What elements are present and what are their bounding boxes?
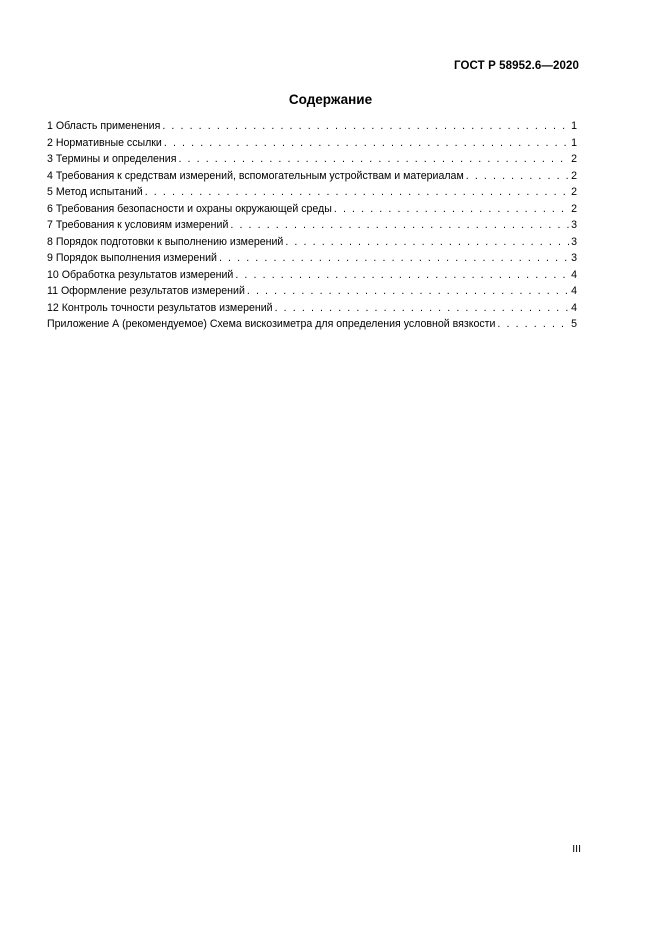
toc-entry-text: 11 Оформление результатов измерений (47, 285, 245, 297)
toc-entry-text: 5 Метод испытаний (47, 186, 143, 198)
toc-entry-text: 2 Нормативные ссылки (47, 136, 162, 149)
toc-entry-3[interactable] (47, 151, 577, 168)
toc-entry-page: 2 (571, 153, 577, 165)
dot-leader (162, 118, 570, 135)
toc-entry-page: 5 (571, 318, 577, 330)
toc-entry-2[interactable] (47, 135, 577, 152)
dot-leader (230, 217, 570, 234)
toc-entry-page: 2 (571, 186, 577, 198)
toc-entry-page: 1 (571, 120, 577, 132)
toc-entry-page: 4 (571, 285, 577, 297)
toc-entry-8[interactable] (47, 234, 577, 251)
toc-entry-12[interactable] (47, 300, 577, 317)
table-of-contents (47, 118, 577, 333)
toc-entry-appendix-a[interactable] (47, 316, 577, 333)
dot-leader (334, 201, 570, 218)
toc-title: Содержание (288, 92, 373, 107)
dot-leader (285, 234, 570, 251)
toc-entry-6[interactable] (47, 201, 577, 218)
toc-entry-text: Приложение А (рекомендуемое) Схема вискозиметра для определения условной вязкости (47, 318, 496, 330)
toc-entry-7[interactable] (47, 217, 577, 234)
toc-entry-page: 4 (571, 301, 577, 314)
toc-entry-text: 10 Обработка результатов измерений (47, 268, 234, 281)
toc-entry-text: 4 Требования к средствам измерений, вспомогательным устройствам и материалам (47, 169, 464, 182)
toc-entry-page: 3 (571, 235, 577, 248)
toc-entry-4[interactable] (47, 168, 577, 185)
toc-entry-10[interactable] (47, 267, 577, 284)
toc-entry-1[interactable] (47, 118, 577, 135)
toc-entry-5[interactable] (47, 184, 577, 201)
toc-entry-page: 4 (571, 268, 577, 281)
dot-leader (497, 316, 570, 333)
toc-entry-text: 12 Контроль точности результатов измерений (47, 301, 273, 314)
toc-entry-page: 1 (571, 136, 577, 149)
toc-entry-9[interactable] (47, 250, 577, 267)
toc-entry-page: 2 (571, 202, 577, 215)
toc-entry-text: 3 Термины и определения (47, 153, 177, 165)
toc-entry-page: 3 (571, 252, 577, 264)
document-code: ГОСТ Р 58952.6—2020 (454, 60, 579, 72)
toc-entry-page: 2 (571, 169, 577, 182)
toc-entry-11[interactable] (47, 283, 577, 300)
page-number: III (572, 843, 581, 855)
dot-leader (164, 135, 570, 152)
dot-leader (466, 168, 570, 185)
toc-entry-text: 1 Область применения (47, 120, 161, 132)
dot-leader (235, 267, 570, 284)
toc-entry-text: 7 Требования к условиям измерений (47, 219, 229, 231)
dot-leader (178, 151, 570, 168)
dot-leader (247, 283, 570, 300)
dot-leader (219, 250, 570, 267)
toc-entry-text: 8 Порядок подготовки к выполнению измерений (47, 235, 284, 248)
toc-entry-text: 6 Требования безопасности и охраны окружающей среды (47, 202, 332, 215)
dot-leader (145, 184, 570, 201)
toc-entry-text: 9 Порядок выполнения измерений (47, 252, 217, 264)
toc-entry-page: 3 (571, 219, 577, 231)
dot-leader (275, 300, 571, 317)
